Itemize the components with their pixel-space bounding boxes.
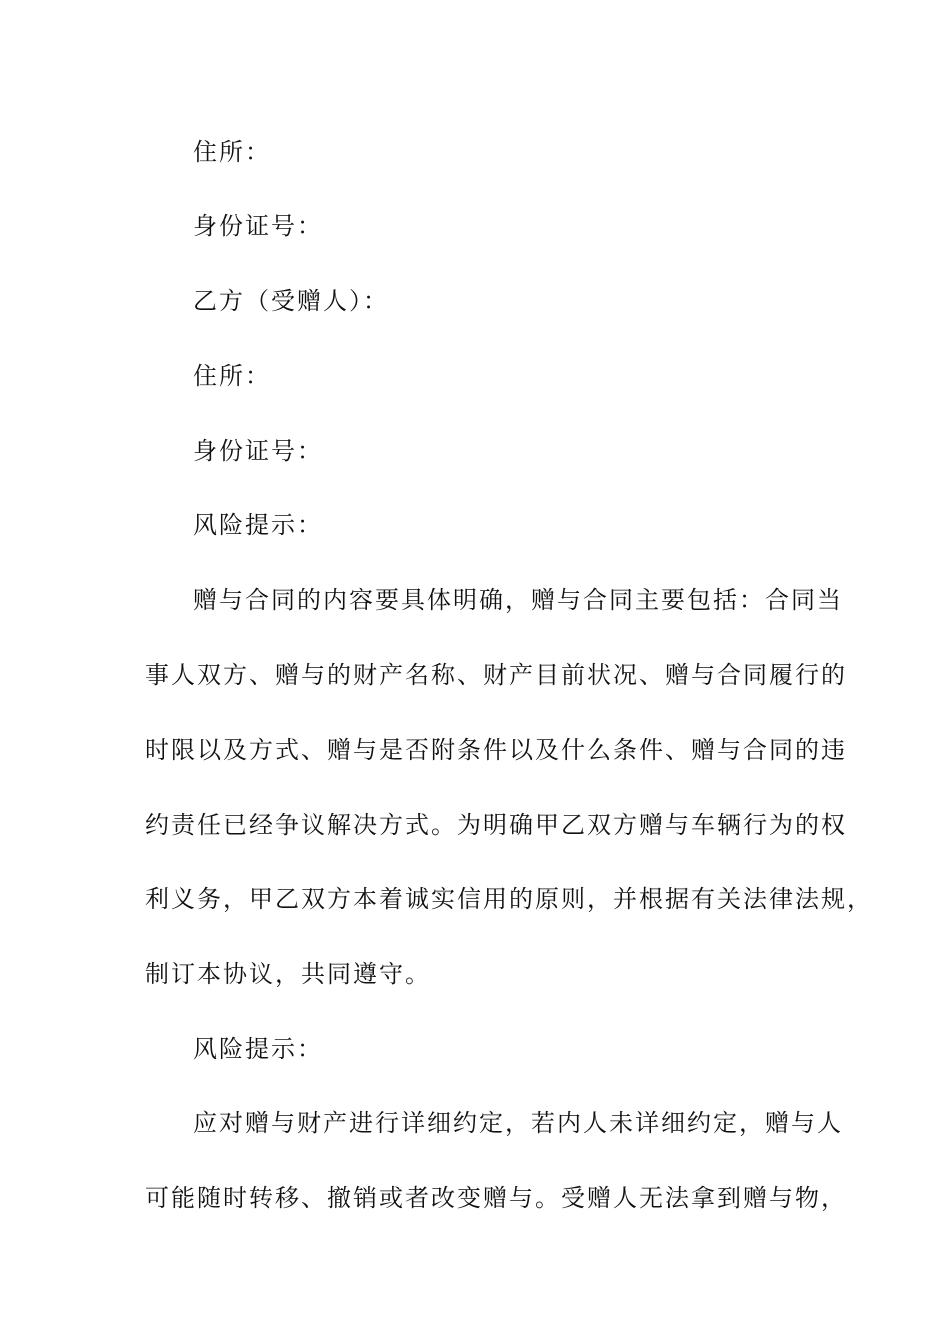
donor-address-label: 住所： — [193, 138, 271, 166]
risk-notice-heading: 风险提示： — [193, 511, 323, 539]
donee-address-label: 住所： — [193, 362, 271, 390]
paragraph-line: 约责任已经争议解决方式。为明确甲乙双方赠与车辆行为的权 — [145, 811, 847, 839]
paragraph-line: 利义务，甲乙双方本着诚实信用的原则，并根据有关法律法规， — [145, 885, 873, 913]
paragraph-line: 可能随时转移、撤销或者改变赠与。受赠人无法拿到赠与物， — [145, 1184, 847, 1212]
paragraph-line: 事人双方、赠与的财产名称、财产目前状况、赠与合同履行的 — [145, 661, 847, 689]
paragraph-line: 时限以及方式、赠与是否附条件以及什么条件、赠与合同的违 — [145, 736, 847, 764]
donee-id-label: 身份证号： — [193, 437, 323, 465]
party-b-label: 乙方（受赠人）： — [193, 287, 389, 315]
paragraph-line: 制订本协议，共同遵守。 — [145, 960, 431, 988]
paragraph-line: 应对赠与财产进行详细约定，若内人未详细约定，赠与人 — [193, 1109, 843, 1137]
donor-id-label: 身份证号： — [193, 212, 323, 240]
paragraph-line: 赠与合同的内容要具体明确，赠与合同主要包括：合同当 — [193, 586, 843, 614]
risk-notice-heading: 风险提示： — [193, 1035, 323, 1063]
